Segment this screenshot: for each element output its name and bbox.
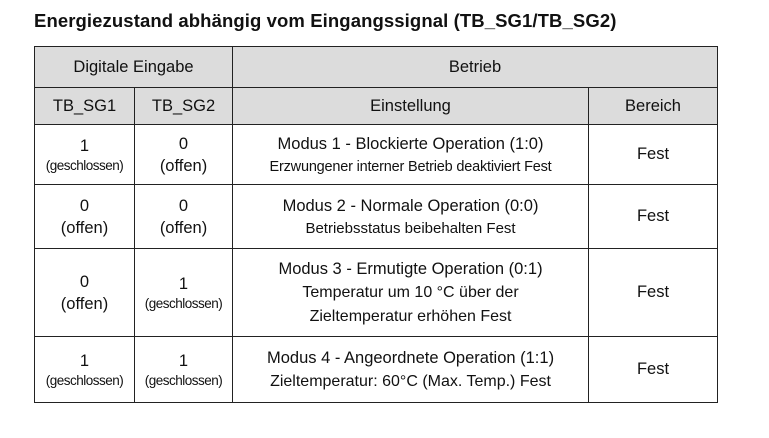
mode-title: Modus 3 - Ermutigte Operation (0:1) [278, 259, 543, 278]
header-range: Bereich [589, 88, 718, 125]
sg2-state: (offen) [159, 218, 208, 237]
header-row-columns [35, 88, 718, 125]
mode-title: Modus 4 - Angeordnete Operation (1:1) [266, 348, 555, 367]
sg1-cell [35, 337, 135, 403]
sg2-value: 0 [178, 134, 189, 153]
setting-cell [233, 337, 589, 403]
table-row [35, 185, 718, 249]
sg2-state: (geschlossen) [144, 372, 223, 388]
range-cell: Fest [589, 185, 718, 249]
sg1-state: (geschlossen) [45, 372, 124, 388]
sg2-cell [135, 249, 233, 337]
sg2-cell [135, 185, 233, 249]
mode-description: Betriebsstatus beibehalten Fest [305, 219, 516, 237]
sg2-value: 1 [178, 351, 189, 370]
sg1-cell [35, 185, 135, 249]
header-operation: Betrieb [233, 47, 718, 88]
header-setting: Einstellung [233, 88, 589, 125]
mode-title: Modus 1 - Blockierte Operation (1:0) [277, 134, 544, 153]
range-cell: Fest [589, 249, 718, 337]
energy-state-table [34, 46, 718, 403]
table-row [35, 337, 718, 403]
header-row-groups [35, 47, 718, 88]
mode-title: Modus 2 - Normale Operation (0:0) [282, 196, 539, 215]
sg2-state: (geschlossen) [144, 295, 223, 311]
sg2-cell [135, 125, 233, 185]
mode-description-line-2: Zieltemperatur erhöhen Fest [309, 307, 512, 325]
header-tb-sg1: TB_SG1 [35, 88, 135, 125]
header-digital-input: Digitale Eingabe [35, 47, 233, 88]
mode-description-line-1: Temperatur um 10 °C über der [302, 283, 519, 301]
sg1-state: (offen) [60, 294, 109, 313]
table-title: Energiezustand abhängig vom Eingangssignal (TB_SG1/TB_SG2) [34, 10, 617, 31]
table-row [35, 249, 718, 337]
mode-description: Erzwungener interner Betrieb deaktiviert Fest [269, 158, 552, 175]
sg1-value: 0 [79, 196, 90, 215]
sg1-cell [35, 125, 135, 185]
sg2-value: 0 [178, 196, 189, 215]
mode-description: Zieltemperatur: 60°C (Max. Temp.) Fest [270, 372, 551, 390]
table-row [35, 125, 718, 185]
sg1-state: (offen) [60, 218, 109, 237]
sg2-value: 1 [178, 274, 189, 293]
setting-cell [233, 125, 589, 185]
sg1-cell [35, 249, 135, 337]
sg1-value: 0 [79, 272, 90, 291]
range-cell: Fest [589, 337, 718, 403]
sg1-value: 1 [79, 351, 90, 370]
sg2-cell [135, 337, 233, 403]
setting-cell [233, 249, 589, 337]
sg1-value: 1 [79, 136, 90, 155]
sg1-state: (geschlossen) [45, 157, 124, 173]
header-tb-sg2: TB_SG2 [135, 88, 233, 125]
range-cell: Fest [589, 125, 718, 185]
sg2-state: (offen) [159, 156, 208, 175]
setting-cell [233, 185, 589, 249]
